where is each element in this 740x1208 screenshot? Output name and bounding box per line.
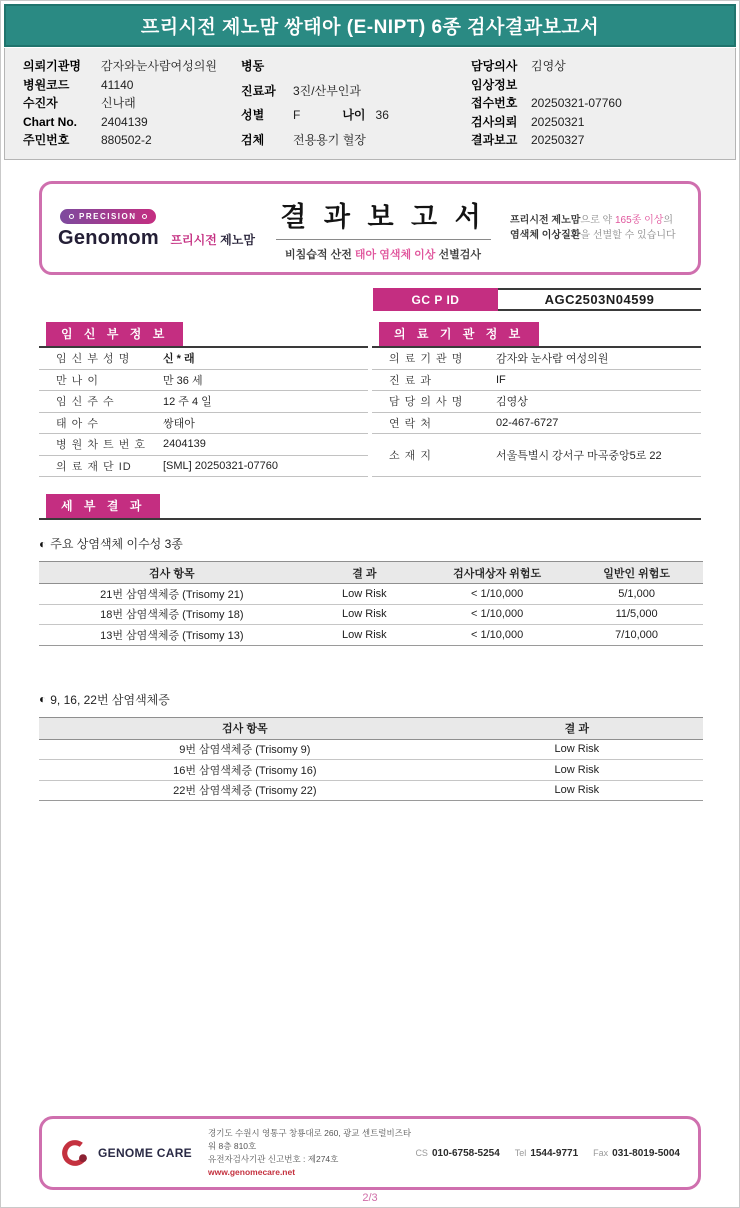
subtitle-prefix: 비침습적 산전 xyxy=(285,248,355,261)
genome-care-wordmark: GENOME CARE xyxy=(98,1146,192,1160)
report-title-block xyxy=(256,195,510,262)
test-item: 21번 삼염색체증 (Trisomy 21) xyxy=(39,584,305,605)
test-item: 18번 삼염색체증 (Trisomy 18) xyxy=(39,604,305,625)
info-tables xyxy=(39,322,701,477)
test-result: Low Risk xyxy=(305,584,425,605)
dot-icon xyxy=(69,214,74,219)
field-value: 41140 xyxy=(101,77,134,92)
table-row xyxy=(39,625,703,646)
half-circle-bullet-icon: ◐ xyxy=(39,536,47,551)
population-risk: 11/5,000 xyxy=(570,604,703,625)
row-label: 담 당 의 사 명 xyxy=(389,396,464,409)
info-row xyxy=(23,76,241,94)
table-header-row xyxy=(39,562,703,584)
footer-registration: 유전자검사기관 신고번호 : 제274호 xyxy=(207,1154,339,1164)
brand-wordmark xyxy=(58,227,256,250)
footer-contacts xyxy=(415,1148,680,1159)
row-label: 만 나 이 xyxy=(56,374,99,387)
field-label: 병동 xyxy=(241,59,265,73)
row-value: 서울특별시 강서구 마곡중앙5로 22 xyxy=(496,450,662,462)
subsection-label: 9, 16, 22번 삼염색체증 xyxy=(50,692,170,707)
subsection-label: 주요 상염색체 이수성 3종 xyxy=(50,537,183,551)
table-row xyxy=(372,391,701,413)
subsection-title-1 xyxy=(39,535,701,552)
gcp-id-value: AGC2503N04599 xyxy=(498,288,701,311)
info-row xyxy=(241,131,471,149)
gcp-id-label: GC P ID xyxy=(373,288,498,311)
table-header-row xyxy=(39,717,703,739)
field-value: 20250321-07760 xyxy=(531,96,622,110)
info-row xyxy=(241,106,471,124)
report-title: 결 과 보 고 서 xyxy=(280,201,486,232)
field-label: 임상정보 xyxy=(471,77,518,92)
table-row xyxy=(372,348,701,370)
title-divider xyxy=(276,239,491,240)
info-column-left xyxy=(23,57,241,149)
tagline-bold: 염색체 이상질환 xyxy=(510,230,581,241)
fax-label: Fax xyxy=(593,1147,609,1158)
report-header-card xyxy=(39,181,701,275)
field-label: 주민번호 xyxy=(23,133,70,147)
row-value: IF xyxy=(496,373,506,386)
table-row xyxy=(39,780,703,801)
fax-phone xyxy=(593,1148,680,1159)
report-tagline xyxy=(510,213,682,244)
field-value: 20250327 xyxy=(531,133,585,147)
tagline-accent: 165종 이상 xyxy=(614,214,664,226)
info-row xyxy=(23,113,241,131)
cs-label: CS xyxy=(415,1147,428,1158)
test-item: 16번 삼염색체증 (Trisomy 16) xyxy=(39,760,451,781)
table-row xyxy=(372,370,701,392)
brand-korean-dark: 제노맘 xyxy=(220,233,255,247)
column-header: 결 과 xyxy=(451,717,703,739)
population-risk: 5/1,000 xyxy=(570,584,703,605)
field-label: 접수번호 xyxy=(471,96,518,110)
cs-number: 010-6758-5254 xyxy=(431,1147,500,1159)
brand-name: Genomom xyxy=(58,227,159,249)
tagline-text: 으로 약 xyxy=(580,214,615,226)
info-row xyxy=(23,94,241,112)
trisomy-extra-table xyxy=(39,717,703,802)
info-row xyxy=(241,82,471,100)
table-row xyxy=(39,739,703,760)
clinic-info-table xyxy=(372,322,701,477)
info-row xyxy=(23,57,241,75)
report-subtitle xyxy=(256,246,510,262)
field-value: 감자와눈사람여성의원 xyxy=(101,59,217,73)
table-row xyxy=(39,413,368,435)
genome-care-logo-icon xyxy=(60,1138,90,1168)
row-value: 신 * 래 xyxy=(163,353,195,366)
field-value: 2404139 xyxy=(101,114,148,129)
row-value: 12 주 4 일 xyxy=(163,396,212,409)
field-value: 20250321 xyxy=(531,114,585,129)
subject-risk: < 1/10,000 xyxy=(424,604,570,625)
half-circle-bullet-icon: ◐ xyxy=(39,692,47,706)
table-row xyxy=(39,434,368,456)
brand-korean-accent: 프리시전 xyxy=(170,233,217,247)
field-label: 진료과 xyxy=(241,83,276,98)
test-result: Low Risk xyxy=(305,625,425,646)
table-row xyxy=(39,391,368,413)
tel-label: Tel xyxy=(514,1147,527,1158)
field-label: Chart No. xyxy=(23,114,77,129)
info-row xyxy=(471,113,717,131)
tagline-text: 을 선별할 수 있습니다 xyxy=(580,230,676,241)
section-tab: 세 부 결 과 xyxy=(46,494,160,518)
column-header: 결 과 xyxy=(305,562,425,584)
subtitle-suffix: 선별검사 xyxy=(435,248,481,261)
tagline-text: 의 xyxy=(663,214,674,226)
footer-address-block xyxy=(208,1127,415,1180)
precision-badge xyxy=(60,209,156,224)
row-label: 의 료 기 관 명 xyxy=(389,353,464,366)
footer-website-link[interactable]: www.genomecare.net xyxy=(207,1167,296,1178)
table-row xyxy=(39,604,703,625)
row-label: 진 료 과 xyxy=(389,374,432,387)
field-value: F xyxy=(293,108,301,123)
field-label: 검체 xyxy=(241,132,265,147)
field-label: 검사의뢰 xyxy=(471,114,518,129)
field-value: 신나래 xyxy=(101,96,136,110)
page-title: 프리시전 제노맘 쌍태아 (E-NIPT) 6종 검사결과보고서 xyxy=(4,4,736,47)
subsection-title-2 xyxy=(39,691,701,708)
field-label: 수진자 xyxy=(23,96,58,110)
tel-number: 1544-9771 xyxy=(530,1147,579,1159)
info-row xyxy=(23,131,241,149)
footer-address: 경기도 수원시 영통구 창룡대로 260, 광교 센트럴비즈타워 8층 810호 xyxy=(207,1127,412,1151)
table-row xyxy=(39,760,703,781)
mother-info-header xyxy=(39,322,368,348)
info-column-middle xyxy=(241,57,471,149)
row-value: 02-467-6727 xyxy=(496,416,559,429)
section-tab: 임 신 부 정 보 xyxy=(46,322,183,346)
subject-risk: < 1/10,000 xyxy=(424,625,570,646)
info-column-right xyxy=(471,57,717,149)
column-header: 검사대상자 위험도 xyxy=(424,562,570,584)
table-row xyxy=(39,348,368,370)
fax-number: 031-8019-5004 xyxy=(612,1147,680,1159)
field-label: 나이 xyxy=(342,108,366,123)
field-label: 결과보고 xyxy=(471,133,518,147)
test-item: 9번 삼염색체증 (Trisomy 9) xyxy=(39,739,451,760)
field-label: 의뢰기관명 xyxy=(23,59,81,73)
patient-info-panel xyxy=(4,48,736,160)
genomom-logo xyxy=(58,206,256,250)
population-risk: 7/10,000 xyxy=(570,625,703,646)
row-value: 2404139 xyxy=(163,438,206,451)
mother-info-table xyxy=(39,322,368,477)
test-item: 13번 삼염색체증 (Trisomy 13) xyxy=(39,625,305,646)
tagline-bold: 프리시전 제노맘 xyxy=(510,214,581,226)
test-result: Low Risk xyxy=(305,604,425,625)
results-section-header xyxy=(39,494,701,520)
gcp-id-row xyxy=(373,288,701,311)
precision-badge-label: PRECISION xyxy=(79,212,137,221)
subtitle-accent: 태아 염색체 이상 xyxy=(354,248,436,261)
footer-card xyxy=(39,1116,701,1190)
row-value: 쌍태아 xyxy=(163,417,195,430)
row-label: 소 재 지 xyxy=(389,450,432,462)
info-row xyxy=(471,131,717,149)
field-label: 성별 xyxy=(241,108,265,123)
test-result: Low Risk xyxy=(451,760,703,781)
row-label: 임 신 주 수 xyxy=(56,396,115,409)
section-tab: 의 료 기 관 정 보 xyxy=(379,322,539,346)
test-result: Low Risk xyxy=(451,739,703,760)
row-value: 김영상 xyxy=(496,396,528,409)
column-header: 검사 항목 xyxy=(39,562,305,584)
table-row xyxy=(39,584,703,605)
row-label: 임 신 부 성 명 xyxy=(56,353,131,366)
row-label: 연 락 처 xyxy=(389,417,432,430)
cs-phone xyxy=(415,1148,499,1159)
row-label: 의 료 재 단 ID xyxy=(56,460,132,473)
info-row xyxy=(471,57,717,75)
field-label: 담당의사 xyxy=(471,59,518,73)
subject-risk: < 1/10,000 xyxy=(424,584,570,605)
spacer xyxy=(1,646,739,676)
row-label: 병 원 차 트 번 호 xyxy=(56,439,147,452)
test-item: 22번 삼염색체증 (Trisomy 22) xyxy=(39,780,451,801)
tel-phone xyxy=(515,1148,578,1159)
trisomy-main-table xyxy=(39,561,703,646)
table-row xyxy=(372,434,701,477)
row-value: [SML] 20250321-07760 xyxy=(163,459,278,472)
page-number: 2/3 xyxy=(362,1192,378,1204)
column-header: 검사 항목 xyxy=(39,717,451,739)
brand-korean xyxy=(170,233,255,247)
field-label: 병원코드 xyxy=(23,77,70,92)
row-value: 만 36 세 xyxy=(163,374,203,387)
info-row xyxy=(471,76,717,94)
row-value: 감자와 눈사람 여성의원 xyxy=(496,353,609,366)
field-value: 전용용기 혈장 xyxy=(293,132,366,147)
field-value: 3진/산부인과 xyxy=(293,83,361,98)
dot-icon xyxy=(142,214,147,219)
field-value: 김영상 xyxy=(531,59,566,73)
test-result: Low Risk xyxy=(451,780,703,801)
table-row xyxy=(39,456,368,478)
clinic-info-header xyxy=(372,322,701,348)
row-label: 태 아 수 xyxy=(56,417,99,430)
table-row xyxy=(39,370,368,392)
info-row xyxy=(241,57,471,75)
info-row xyxy=(471,94,717,112)
field-value: 880502-2 xyxy=(101,133,152,147)
column-header: 일반인 위험도 xyxy=(570,562,703,584)
field-value: 36 xyxy=(375,108,389,123)
table-row xyxy=(372,413,701,435)
